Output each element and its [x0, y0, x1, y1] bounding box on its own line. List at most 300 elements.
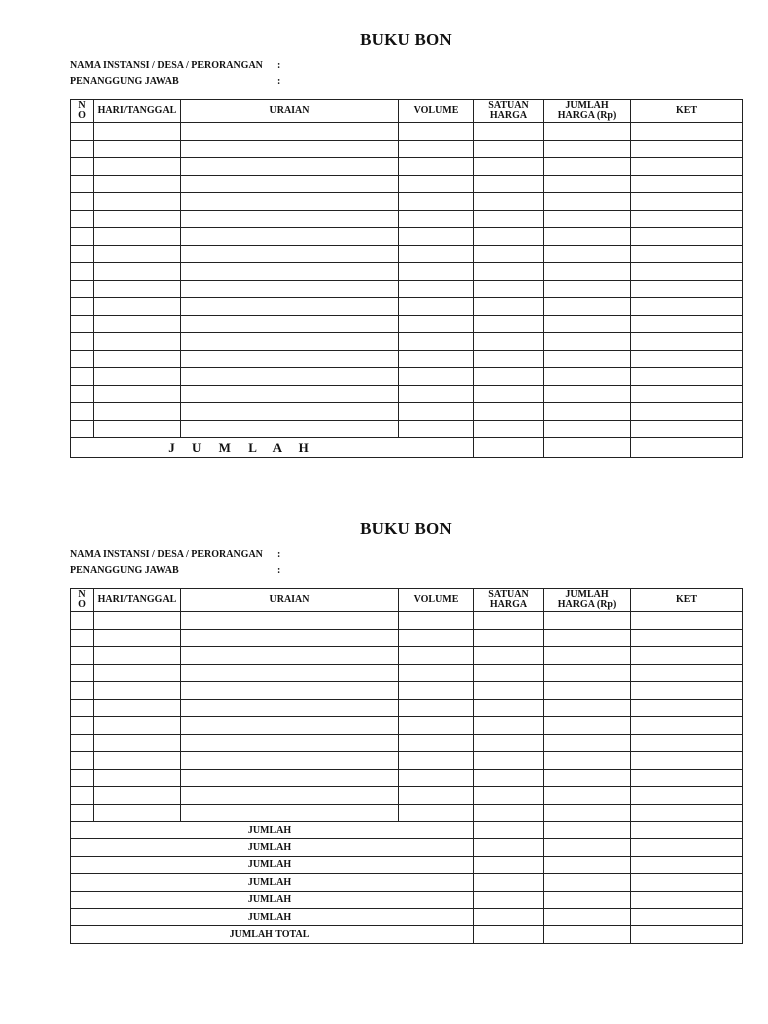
cell-no[interactable]	[71, 752, 94, 770]
cell-no[interactable]	[71, 368, 94, 386]
cell-description[interactable]	[181, 315, 399, 333]
cell-unit-price[interactable]	[474, 769, 544, 787]
cell-date[interactable]	[94, 280, 181, 298]
cell-date[interactable]	[94, 717, 181, 735]
cell-date[interactable]	[94, 123, 181, 141]
cell-description[interactable]	[181, 385, 399, 403]
cell-volume[interactable]	[399, 629, 474, 647]
cell-notes[interactable]	[631, 804, 743, 822]
table-row	[71, 385, 743, 403]
cell-unit-price[interactable]	[474, 280, 544, 298]
cell-notes[interactable]	[631, 333, 743, 351]
cell-unit-price[interactable]	[474, 315, 544, 333]
cell-date[interactable]	[94, 228, 181, 246]
cell-no[interactable]	[71, 228, 94, 246]
cell-no[interactable]	[71, 333, 94, 351]
cell-notes[interactable]	[631, 734, 743, 752]
table-header-row	[71, 100, 743, 123]
cell-no[interactable]	[71, 123, 94, 141]
cell-total-price[interactable]	[544, 228, 631, 246]
col-header-date: HARI/TANGGAL	[94, 589, 181, 612]
table-header-row	[71, 589, 743, 612]
table-row	[71, 140, 743, 158]
table-row	[71, 350, 743, 368]
summary-cell-total-price[interactable]	[544, 839, 631, 856]
table-row	[71, 752, 743, 770]
cell-description[interactable]	[181, 193, 399, 211]
cell-volume[interactable]	[399, 158, 474, 176]
cell-notes[interactable]	[631, 699, 743, 717]
cell-description[interactable]	[181, 717, 399, 735]
summary-cell-total-price[interactable]	[544, 822, 631, 839]
cell-description[interactable]	[181, 175, 399, 193]
summary-cell-total-price[interactable]	[544, 926, 631, 943]
cell-description[interactable]	[181, 228, 399, 246]
cell-unit-price[interactable]	[474, 752, 544, 770]
table-row	[71, 787, 743, 805]
cell-no[interactable]	[71, 175, 94, 193]
table-row	[71, 175, 743, 193]
cell-notes[interactable]	[631, 647, 743, 665]
cell-no[interactable]	[71, 699, 94, 717]
cell-total-price[interactable]	[544, 123, 631, 141]
cell-no[interactable]	[71, 245, 94, 263]
table-row	[71, 315, 743, 333]
cell-total-price[interactable]	[544, 769, 631, 787]
cell-total-price[interactable]	[544, 245, 631, 263]
cell-total-price[interactable]	[544, 752, 631, 770]
cell-description[interactable]	[181, 647, 399, 665]
cell-total-price[interactable]	[544, 403, 631, 421]
summary-cell-unit-price[interactable]	[474, 856, 544, 873]
cell-date[interactable]	[94, 175, 181, 193]
cell-notes[interactable]	[631, 629, 743, 647]
summary-row	[71, 874, 743, 891]
cell-description[interactable]	[181, 787, 399, 805]
meta-label: NAMA INSTANSI / DESA / PERORANGAN	[70, 549, 263, 560]
summary-cell-notes[interactable]	[631, 874, 743, 891]
cell-description[interactable]	[181, 682, 399, 700]
cell-volume[interactable]	[399, 175, 474, 193]
table-row	[71, 228, 743, 246]
summary-cell-total-price[interactable]	[544, 438, 631, 458]
cell-date[interactable]	[94, 385, 181, 403]
cell-total-price[interactable]	[544, 699, 631, 717]
cell-notes[interactable]	[631, 298, 743, 316]
cell-volume[interactable]	[399, 263, 474, 281]
summary-row	[71, 926, 743, 943]
cell-total-price[interactable]	[544, 175, 631, 193]
cell-total-price[interactable]	[544, 420, 631, 438]
summary-cell-total-price[interactable]	[544, 908, 631, 925]
summary-cell-unit-price[interactable]	[474, 822, 544, 839]
cell-volume[interactable]	[399, 210, 474, 228]
cell-volume[interactable]	[399, 333, 474, 351]
cell-unit-price[interactable]	[474, 787, 544, 805]
cell-volume[interactable]	[399, 699, 474, 717]
cell-volume[interactable]	[399, 717, 474, 735]
summary-label: JUMLAH	[71, 839, 474, 856]
cell-volume[interactable]	[399, 350, 474, 368]
col-header-unit-price: SATUAN HARGA	[474, 589, 544, 612]
cell-date[interactable]	[94, 629, 181, 647]
col-header-no: N O	[71, 100, 94, 123]
cell-volume[interactable]	[399, 280, 474, 298]
col-header-volume: VOLUME	[399, 100, 474, 123]
cell-date[interactable]	[94, 787, 181, 805]
cell-notes[interactable]	[631, 175, 743, 193]
form-title: BUKU BON	[360, 30, 452, 49]
cell-unit-price[interactable]	[474, 123, 544, 141]
cell-date[interactable]	[94, 647, 181, 665]
summary-cell-total-price[interactable]	[544, 874, 631, 891]
cell-unit-price[interactable]	[474, 699, 544, 717]
cell-volume[interactable]	[399, 769, 474, 787]
summary-row	[71, 908, 743, 925]
cell-no[interactable]	[71, 385, 94, 403]
meta-label: PENANGGUNG JAWAB	[70, 76, 179, 87]
cell-unit-price[interactable]	[474, 804, 544, 822]
summary-cell-unit-price[interactable]	[474, 908, 544, 925]
cell-notes[interactable]	[631, 123, 743, 141]
cell-volume[interactable]	[399, 734, 474, 752]
cell-volume[interactable]	[399, 228, 474, 246]
cell-volume[interactable]	[399, 664, 474, 682]
cell-total-price[interactable]	[544, 629, 631, 647]
cell-total-price[interactable]	[544, 193, 631, 211]
cell-no[interactable]	[71, 403, 94, 421]
cell-total-price[interactable]	[544, 280, 631, 298]
cell-volume[interactable]	[399, 804, 474, 822]
cell-volume[interactable]	[399, 140, 474, 158]
meta-separator: :	[277, 60, 281, 71]
cell-notes[interactable]	[631, 140, 743, 158]
table-body	[71, 612, 743, 822]
summary-cell-unit-price[interactable]	[474, 438, 544, 458]
cell-description[interactable]	[181, 280, 399, 298]
cell-no[interactable]	[71, 804, 94, 822]
cell-description[interactable]	[181, 245, 399, 263]
cell-volume[interactable]	[399, 245, 474, 263]
cell-total-price[interactable]	[544, 350, 631, 368]
table-row	[71, 682, 743, 700]
cell-volume[interactable]	[399, 403, 474, 421]
cell-volume[interactable]	[399, 298, 474, 316]
summary-row	[71, 822, 743, 839]
cell-total-price[interactable]	[544, 734, 631, 752]
summary-cell-notes[interactable]	[631, 856, 743, 873]
meta-responsible	[70, 76, 280, 87]
summary-cell-total-price[interactable]	[544, 856, 631, 873]
cell-notes[interactable]	[631, 245, 743, 263]
cell-unit-price[interactable]	[474, 385, 544, 403]
cell-total-price[interactable]	[544, 210, 631, 228]
table-row	[71, 699, 743, 717]
cell-unit-price[interactable]	[474, 245, 544, 263]
table-row	[71, 629, 743, 647]
cell-no[interactable]	[71, 734, 94, 752]
cell-no[interactable]	[71, 280, 94, 298]
meta-separator: :	[277, 76, 281, 87]
cell-total-price[interactable]	[544, 298, 631, 316]
summary-cell-notes[interactable]	[631, 926, 743, 943]
cell-no[interactable]	[71, 210, 94, 228]
cell-volume[interactable]	[399, 682, 474, 700]
cell-date[interactable]	[94, 140, 181, 158]
col-header-notes: KET	[631, 589, 743, 612]
cell-date[interactable]	[94, 210, 181, 228]
cell-description[interactable]	[181, 403, 399, 421]
table-summary	[71, 822, 743, 944]
cell-volume[interactable]	[399, 315, 474, 333]
table-row	[71, 263, 743, 281]
table-row	[71, 210, 743, 228]
cell-no[interactable]	[71, 612, 94, 630]
cell-notes[interactable]	[631, 717, 743, 735]
cell-unit-price[interactable]	[474, 420, 544, 438]
summary-cell-notes[interactable]	[631, 839, 743, 856]
cell-date[interactable]	[94, 315, 181, 333]
cell-volume[interactable]	[399, 385, 474, 403]
cell-date[interactable]	[94, 368, 181, 386]
summary-cell-notes[interactable]	[631, 438, 743, 458]
cell-no[interactable]	[71, 263, 94, 281]
cell-date[interactable]	[94, 263, 181, 281]
cell-notes[interactable]	[631, 682, 743, 700]
cell-total-price[interactable]	[544, 263, 631, 281]
cell-no[interactable]	[71, 158, 94, 176]
cell-date[interactable]	[94, 403, 181, 421]
form-title: BUKU BON	[360, 519, 452, 538]
cell-unit-price[interactable]	[474, 175, 544, 193]
cell-notes[interactable]	[631, 368, 743, 386]
cell-description[interactable]	[181, 298, 399, 316]
cell-description[interactable]	[181, 629, 399, 647]
cell-unit-price[interactable]	[474, 403, 544, 421]
cell-total-price[interactable]	[544, 385, 631, 403]
cell-description[interactable]	[181, 210, 399, 228]
cell-date[interactable]	[94, 333, 181, 351]
cell-notes[interactable]	[631, 612, 743, 630]
cell-date[interactable]	[94, 245, 181, 263]
cell-unit-price[interactable]	[474, 734, 544, 752]
cell-description[interactable]	[181, 333, 399, 351]
summary-row	[71, 438, 743, 458]
col-header-no: N O	[71, 589, 94, 612]
cell-unit-price[interactable]	[474, 140, 544, 158]
meta-institution	[70, 60, 280, 71]
cell-notes[interactable]	[631, 420, 743, 438]
summary-label: JUMLAH	[71, 908, 474, 925]
cell-date[interactable]	[94, 158, 181, 176]
cell-description[interactable]	[181, 664, 399, 682]
cell-description[interactable]	[181, 612, 399, 630]
cell-unit-price[interactable]	[474, 228, 544, 246]
cell-notes[interactable]	[631, 263, 743, 281]
summary-label: JUMLAH	[71, 874, 474, 891]
summary-label: J U M L A H	[71, 438, 474, 458]
cell-volume[interactable]	[399, 752, 474, 770]
meta-institution	[70, 549, 280, 560]
cell-total-price[interactable]	[544, 787, 631, 805]
cell-date[interactable]	[94, 420, 181, 438]
summary-cell-unit-price[interactable]	[474, 926, 544, 943]
cell-unit-price[interactable]	[474, 664, 544, 682]
cell-volume[interactable]	[399, 123, 474, 141]
cell-unit-price[interactable]	[474, 647, 544, 665]
cell-unit-price[interactable]	[474, 682, 544, 700]
bon-table	[70, 588, 743, 944]
meta-responsible	[70, 565, 280, 576]
summary-cell-unit-price[interactable]	[474, 891, 544, 908]
cell-volume[interactable]	[399, 647, 474, 665]
cell-description[interactable]	[181, 158, 399, 176]
cell-no[interactable]	[71, 664, 94, 682]
table-summary	[71, 438, 743, 458]
cell-notes[interactable]	[631, 385, 743, 403]
summary-cell-total-price[interactable]	[544, 891, 631, 908]
cell-date[interactable]	[94, 682, 181, 700]
cell-unit-price[interactable]	[474, 193, 544, 211]
summary-row	[71, 856, 743, 873]
cell-unit-price[interactable]	[474, 717, 544, 735]
cell-date[interactable]	[94, 734, 181, 752]
cell-date[interactable]	[94, 752, 181, 770]
cell-date[interactable]	[94, 769, 181, 787]
cell-date[interactable]	[94, 298, 181, 316]
meta-label: NAMA INSTANSI / DESA / PERORANGAN	[70, 60, 263, 71]
cell-total-price[interactable]	[544, 717, 631, 735]
cell-volume[interactable]	[399, 420, 474, 438]
cell-no[interactable]	[71, 298, 94, 316]
cell-no[interactable]	[71, 193, 94, 211]
cell-no[interactable]	[71, 717, 94, 735]
cell-notes[interactable]	[631, 280, 743, 298]
cell-notes[interactable]	[631, 315, 743, 333]
cell-description[interactable]	[181, 420, 399, 438]
summary-row	[71, 891, 743, 908]
cell-date[interactable]	[94, 664, 181, 682]
table-row	[71, 333, 743, 351]
cell-description[interactable]	[181, 804, 399, 822]
table-row	[71, 403, 743, 421]
col-header-notes: KET	[631, 100, 743, 123]
cell-volume[interactable]	[399, 787, 474, 805]
cell-notes[interactable]	[631, 752, 743, 770]
cell-unit-price[interactable]	[474, 350, 544, 368]
cell-description[interactable]	[181, 140, 399, 158]
summary-label: JUMLAH	[71, 856, 474, 873]
cell-total-price[interactable]	[544, 158, 631, 176]
cell-no[interactable]	[71, 629, 94, 647]
table-row	[71, 298, 743, 316]
cell-notes[interactable]	[631, 787, 743, 805]
cell-total-price[interactable]	[544, 612, 631, 630]
cell-no[interactable]	[71, 315, 94, 333]
cell-unit-price[interactable]	[474, 210, 544, 228]
cell-date[interactable]	[94, 193, 181, 211]
table-row	[71, 647, 743, 665]
cell-unit-price[interactable]	[474, 263, 544, 281]
cell-total-price[interactable]	[544, 140, 631, 158]
table-row	[71, 193, 743, 211]
cell-date[interactable]	[94, 699, 181, 717]
cell-description[interactable]	[181, 699, 399, 717]
cell-total-price[interactable]	[544, 804, 631, 822]
cell-unit-price[interactable]	[474, 629, 544, 647]
cell-no[interactable]	[71, 420, 94, 438]
cell-date[interactable]	[94, 612, 181, 630]
cell-no[interactable]	[71, 140, 94, 158]
cell-description[interactable]	[181, 368, 399, 386]
summary-cell-notes[interactable]	[631, 891, 743, 908]
cell-notes[interactable]	[631, 158, 743, 176]
cell-volume[interactable]	[399, 612, 474, 630]
cell-no[interactable]	[71, 647, 94, 665]
col-header-total-price: JUMLAH HARGA (Rp)	[544, 100, 631, 123]
cell-no[interactable]	[71, 682, 94, 700]
cell-description[interactable]	[181, 263, 399, 281]
cell-unit-price[interactable]	[474, 368, 544, 386]
table-row	[71, 612, 743, 630]
cell-volume[interactable]	[399, 368, 474, 386]
cell-description[interactable]	[181, 350, 399, 368]
cell-notes[interactable]	[631, 664, 743, 682]
cell-description[interactable]	[181, 752, 399, 770]
cell-unit-price[interactable]	[474, 158, 544, 176]
cell-notes[interactable]	[631, 769, 743, 787]
table-row	[71, 245, 743, 263]
cell-total-price[interactable]	[544, 682, 631, 700]
cell-total-price[interactable]	[544, 368, 631, 386]
cell-no[interactable]	[71, 787, 94, 805]
cell-description[interactable]	[181, 734, 399, 752]
cell-notes[interactable]	[631, 350, 743, 368]
cell-date[interactable]	[94, 804, 181, 822]
cell-notes[interactable]	[631, 193, 743, 211]
col-header-total-price: JUMLAH HARGA (Rp)	[544, 589, 631, 612]
col-header-description: URAIAN	[181, 100, 399, 123]
cell-total-price[interactable]	[544, 664, 631, 682]
cell-total-price[interactable]	[544, 315, 631, 333]
cell-no[interactable]	[71, 769, 94, 787]
summary-cell-notes[interactable]	[631, 908, 743, 925]
summary-cell-notes[interactable]	[631, 822, 743, 839]
col-header-date: HARI/TANGGAL	[94, 100, 181, 123]
cell-unit-price[interactable]	[474, 612, 544, 630]
cell-date[interactable]	[94, 350, 181, 368]
summary-label: JUMLAH TOTAL	[71, 926, 474, 943]
cell-notes[interactable]	[631, 228, 743, 246]
cell-notes[interactable]	[631, 403, 743, 421]
bon-table	[70, 99, 743, 458]
cell-volume[interactable]	[399, 193, 474, 211]
cell-description[interactable]	[181, 123, 399, 141]
table-row	[71, 804, 743, 822]
cell-unit-price[interactable]	[474, 298, 544, 316]
summary-cell-unit-price[interactable]	[474, 839, 544, 856]
col-header-unit-price: SATUAN HARGA	[474, 100, 544, 123]
summary-cell-unit-price[interactable]	[474, 874, 544, 891]
cell-description[interactable]	[181, 769, 399, 787]
cell-no[interactable]	[71, 350, 94, 368]
table-row	[71, 123, 743, 141]
summary-label: JUMLAH	[71, 891, 474, 908]
cell-total-price[interactable]	[544, 333, 631, 351]
cell-total-price[interactable]	[544, 647, 631, 665]
cell-unit-price[interactable]	[474, 333, 544, 351]
cell-notes[interactable]	[631, 210, 743, 228]
